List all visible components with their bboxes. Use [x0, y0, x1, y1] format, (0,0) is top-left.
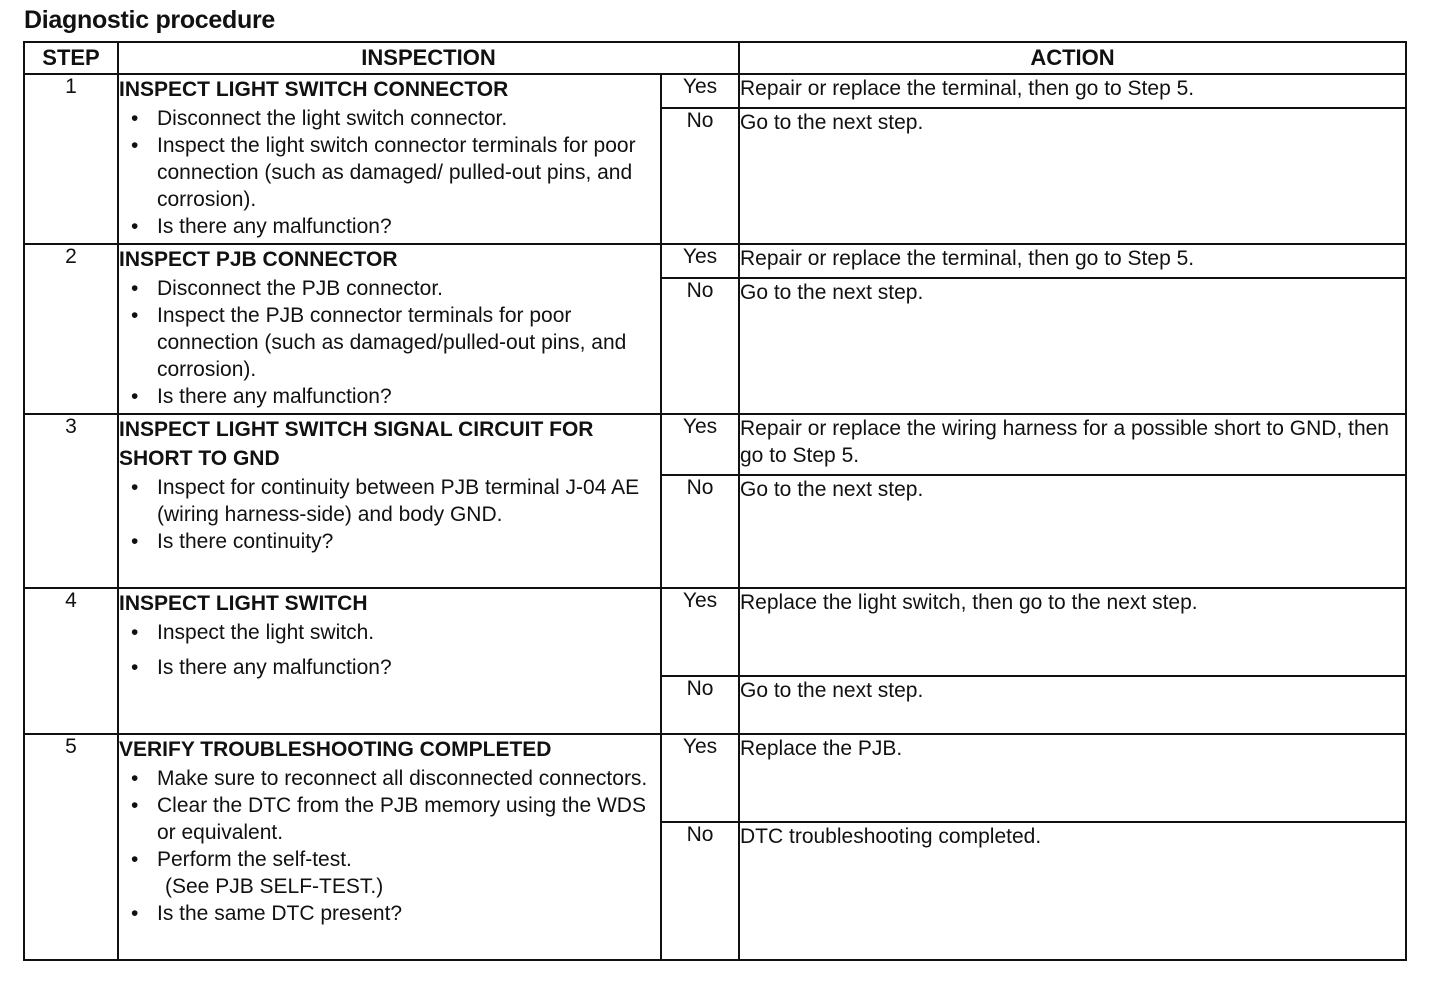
diagnostic-table [23, 41, 1407, 961]
step-heading: INSPECT PJB CONNECTOR [119, 248, 398, 271]
no-label: No [661, 108, 739, 244]
no-action: Go to the next step. [739, 676, 1406, 734]
no-label: No [661, 475, 739, 588]
step-number: 1 [24, 74, 118, 244]
bullet-item: • Is there continuity? [119, 528, 660, 555]
bullet-item: • Disconnect the light switch connector. [119, 105, 660, 132]
header-inspection: INSPECTION [118, 42, 739, 74]
bullet-item: • Clear the DTC from the PJB memory using the WDS or equivalent. [119, 792, 660, 846]
bullet-item: • Perform the self-test. [119, 846, 660, 873]
step-number: 2 [24, 244, 118, 414]
no-label: No [661, 278, 739, 414]
step-inspection [118, 244, 661, 414]
step-heading: INSPECT LIGHT SWITCH CONNECTOR [119, 78, 509, 101]
yes-label: Yes [661, 734, 739, 822]
bullet-item: • Inspect the PJB connector terminals for poor connection (such as damaged/pulled-out pins, and corrosion). [119, 302, 660, 383]
no-action: Go to the next step. [739, 278, 1406, 414]
step-2-yes-row [24, 244, 1406, 278]
bullet-item: • Is there any malfunction? [119, 654, 660, 681]
step-5-yes-row [24, 734, 1406, 822]
step-inspection [118, 74, 661, 244]
bullet-item: • Inspect the light switch connector terminals for poor connection (such as damaged/ pulled-out pins, and corrosion). [119, 132, 660, 213]
step-heading: INSPECT LIGHT SWITCH [119, 592, 368, 615]
no-action: Go to the next step. [739, 475, 1406, 588]
yes-label: Yes [661, 588, 739, 676]
step-3-yes-row [24, 414, 1406, 475]
step-inspection [118, 734, 661, 960]
bullet-item: • Make sure to reconnect all disconnected connectors. [119, 765, 660, 792]
page-title: Diagnostic procedure [24, 6, 275, 34]
yes-action: Repair or replace the terminal, then go to Step 5. [739, 244, 1406, 278]
yes-label: Yes [661, 244, 739, 278]
step-4-yes-row [24, 588, 1406, 676]
bullet-item: • Disconnect the PJB connector. [119, 275, 660, 302]
no-label: No [661, 676, 739, 734]
yes-action: Replace the PJB. [739, 734, 1406, 822]
step-heading: VERIFY TROUBLESHOOTING COMPLETED [119, 738, 552, 761]
bullet-item: • Is there any malfunction? [119, 213, 660, 240]
step-inspection [118, 588, 661, 734]
yes-action: Replace the light switch, then go to the next step. [739, 588, 1406, 676]
bullet-item: • Inspect the light switch. [119, 619, 660, 646]
header-action: ACTION [739, 42, 1406, 74]
header-step: STEP [24, 42, 118, 74]
step-1-yes-row [24, 74, 1406, 108]
bullet-item: • Is the same DTC present? [119, 900, 660, 927]
no-action: DTC troubleshooting completed. [739, 822, 1406, 960]
cross-reference-note: (See PJB SELF-TEST.) [165, 875, 384, 898]
step-number: 4 [24, 588, 118, 734]
step-inspection [118, 414, 661, 588]
yes-label: Yes [661, 414, 739, 475]
yes-action: Repair or replace the wiring harness for a possible short to GND, then go to Step 5. [739, 414, 1406, 475]
bullet-item: • Is there any malfunction? [119, 383, 660, 410]
table-header-row [24, 42, 1406, 74]
step-number: 5 [24, 734, 118, 960]
no-action: Go to the next step. [739, 108, 1406, 244]
yes-action: Repair or replace the terminal, then go to Step 5. [739, 74, 1406, 108]
step-heading: INSPECT LIGHT SWITCH SIGNAL CIRCUIT FOR SHORT TO GND [119, 418, 594, 470]
no-label: No [661, 822, 739, 960]
step-number: 3 [24, 414, 118, 588]
yes-label: Yes [661, 74, 739, 108]
bullet-item: • Inspect for continuity between PJB terminal J-04 AE (wiring harness-side) and body GND. [119, 474, 660, 528]
